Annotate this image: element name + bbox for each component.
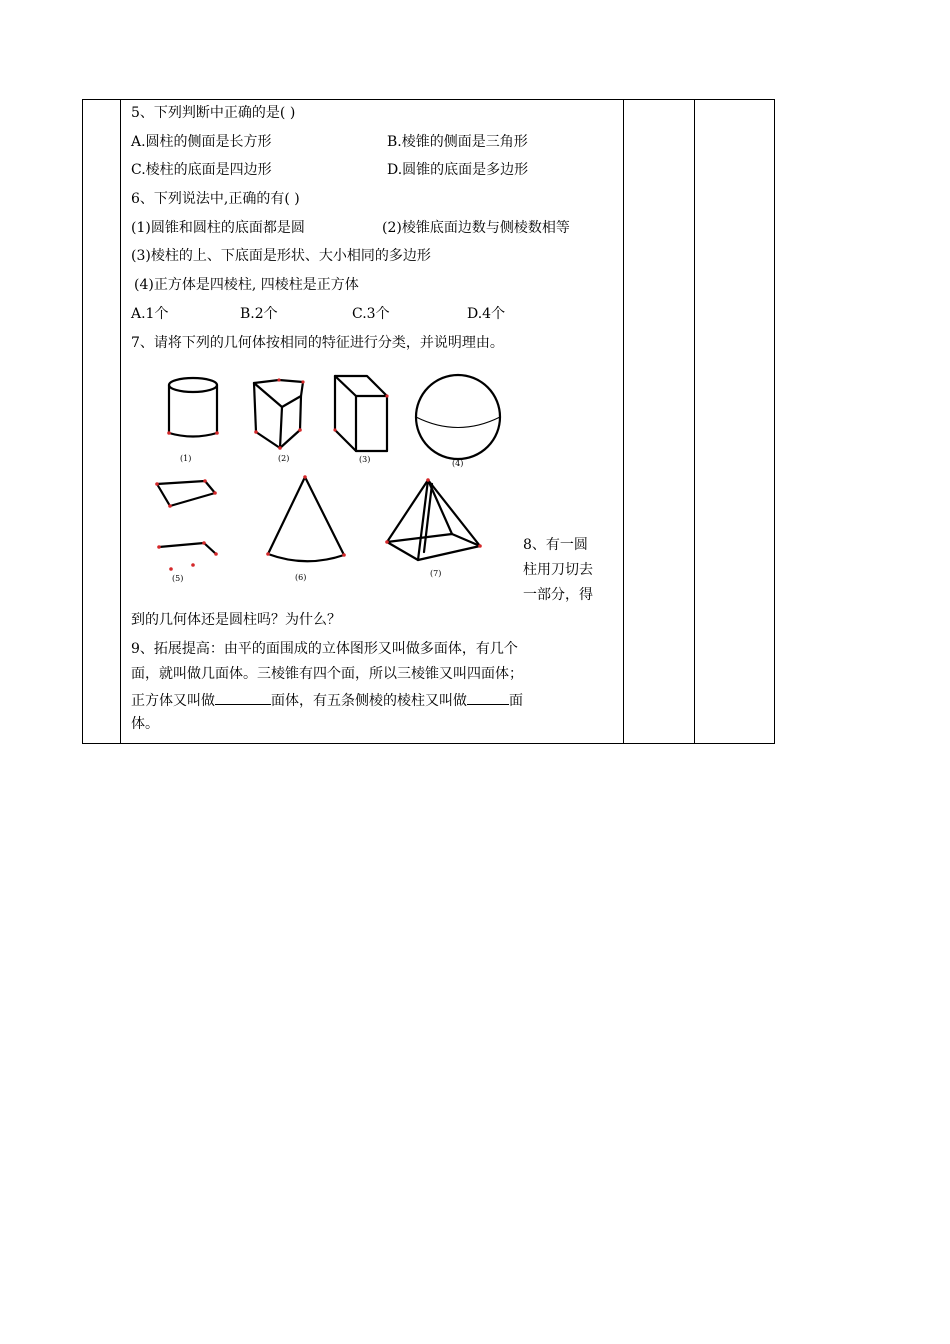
q8-line-2: 柱用刀切去 xyxy=(523,562,593,578)
q6-option-b: B.2个 xyxy=(240,306,278,322)
figure-label-7: (7) xyxy=(430,569,442,578)
figure-label-5: (5) xyxy=(172,574,184,583)
q5-option-d: D.圆锥的底面是多边形 xyxy=(387,162,529,178)
q8-line-4: 到的几何体还是圆柱吗？为什么？ xyxy=(131,612,341,628)
q9-line-3-part-b: 面体，有五条侧棱的棱柱又叫做 xyxy=(271,693,467,709)
q7-stem: 7、请将下列的几何体按相同的特征进行分类，并说明理由。 xyxy=(131,335,504,351)
answer-blank[interactable] xyxy=(215,690,271,705)
q5-option-a: A.圆柱的侧面是长方形 xyxy=(131,134,272,150)
q9-line-4: 体。 xyxy=(131,716,159,732)
q5-option-b: B.棱锥的侧面是三角形 xyxy=(387,134,528,150)
cuboid-figure xyxy=(335,376,387,451)
q9-line-3-part-c: 面 xyxy=(509,693,523,709)
q5-stem: 5、下列判断中正确的是( ) xyxy=(131,105,296,121)
q6-option-c: C.3个 xyxy=(352,306,390,322)
answer-blank[interactable] xyxy=(467,690,509,705)
vertex-dots xyxy=(155,378,482,570)
cylinder-figure xyxy=(169,378,217,437)
q6-statement-1: (1)圆锥和圆柱的底面都是圆 xyxy=(131,220,305,236)
sphere-figure xyxy=(416,375,500,459)
q9-line-2: 面，就叫做几面体。三棱锥有四个面，所以三棱锥又叫四面体； xyxy=(131,666,523,682)
q6-statement-4: (4)正方体是四棱柱, 四棱柱是正方体 xyxy=(134,277,359,293)
square-pyramid-figure xyxy=(387,480,480,560)
figure-label-4: (4) xyxy=(452,459,464,468)
q9-line-3 xyxy=(131,690,523,710)
figure-label-6: (6) xyxy=(295,573,307,582)
pentagonal-prism-figure xyxy=(254,380,303,448)
q8-line-1: 8、有一圆 xyxy=(523,537,588,553)
figure-label-3: (3) xyxy=(359,455,371,464)
q5-option-c: C.棱柱的底面是四边形 xyxy=(131,162,272,178)
q6-option-a: A.1个 xyxy=(131,306,169,322)
figure-label-2: (2) xyxy=(278,454,290,463)
q6-option-d: D.4个 xyxy=(467,306,506,322)
cone-figure xyxy=(268,477,344,561)
figure-label-1: (1) xyxy=(180,454,192,463)
q9-line-1: 9、拓展提高：由平的面围成的立体图形又叫做多面体，有几个 xyxy=(131,641,518,657)
q6-statement-2: (2)棱锥底面边数与侧棱数相等 xyxy=(382,220,570,236)
broken-shape-figure xyxy=(157,481,216,554)
q8-line-3: 一部分，得 xyxy=(523,587,593,603)
q9-line-3-part-a: 正方体又叫做 xyxy=(131,693,215,709)
q6-stem: 6、下列说法中,正确的有( ) xyxy=(131,191,300,207)
q6-statement-3: (3)棱柱的上、下底面是形状、大小相同的多边形 xyxy=(131,248,431,264)
